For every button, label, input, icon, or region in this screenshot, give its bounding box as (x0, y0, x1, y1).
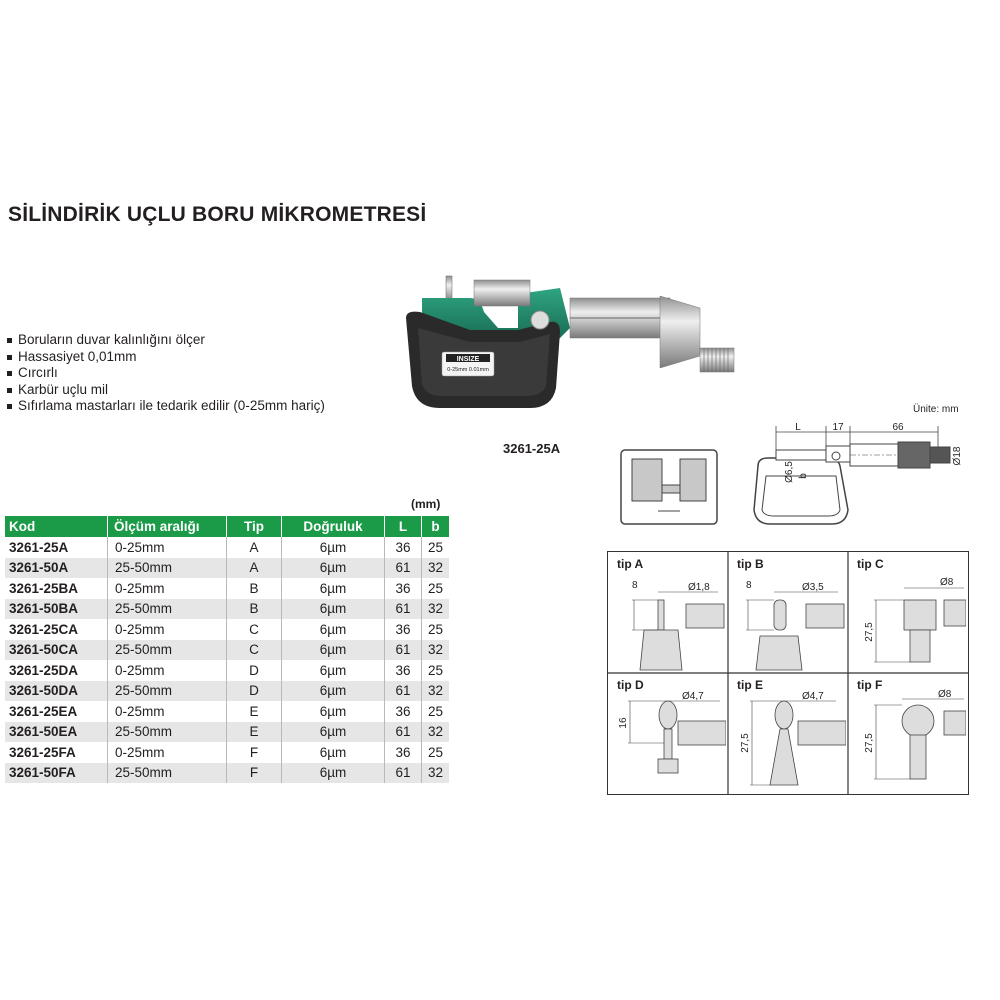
table-cell: 6µm (282, 660, 385, 681)
table-cell: 25-50mm (108, 599, 227, 620)
table-cell: A (227, 537, 282, 558)
feature-item: Karbür uçlu mil (6, 382, 325, 399)
dim-18: Ø18 (952, 446, 963, 466)
table-cell: 25-50mm (108, 763, 227, 784)
dim-66: 66 (892, 422, 904, 433)
frame-marking: 0-25mm 0.01mm (447, 367, 489, 373)
feature-item: Cırcırlı (6, 365, 325, 382)
table-row (5, 742, 449, 763)
tip-d-label: tip D (617, 678, 644, 692)
table-cell: 25 (427, 744, 444, 760)
feature-list (6, 332, 325, 415)
table-cell: 3261-50DA (5, 681, 108, 702)
unit-label: (mm) (411, 497, 441, 511)
tip-c-label: tip C (857, 557, 884, 571)
table-cell: 3261-25A (5, 537, 108, 558)
col-kod: Kod (5, 516, 108, 537)
feature-item: Sıfırlama mastarları ile tedarik edilir (0-25mm hariç) (6, 398, 325, 415)
table-row (5, 763, 449, 784)
table-cell: F (227, 742, 282, 763)
tip-a-cell (608, 552, 726, 672)
table-cell: D (227, 681, 282, 702)
table-cell: 3261-50FA (5, 763, 108, 784)
table-cell: 3261-50A (5, 558, 108, 579)
table-header-row (5, 516, 449, 537)
table-cell: 61 (385, 681, 422, 702)
table-cell: 36 (385, 660, 422, 681)
tip-c-cell (848, 552, 966, 672)
tip-c-dim-0: Ø8 (940, 577, 954, 588)
table-cell: 61 (385, 722, 422, 743)
col-tip: Tip (227, 516, 282, 537)
table-cell: 6µm (282, 742, 385, 763)
table-row (5, 701, 449, 722)
table-cell: 6µm (282, 681, 385, 702)
table-cell: B (227, 599, 282, 620)
table-cell: 61 (385, 763, 422, 784)
table-row (5, 558, 449, 579)
micrometer-photo (400, 268, 740, 413)
tip-b-label: tip B (737, 557, 764, 571)
tip-d-dim-1: 16 (618, 717, 629, 729)
tip-a-label: tip A (617, 557, 644, 571)
table-row (5, 640, 449, 661)
table-cell: 25 (427, 580, 444, 596)
table-cell: 6µm (282, 722, 385, 743)
table-cell: 32 (422, 681, 450, 702)
table-cell: 36 (385, 742, 422, 763)
tip-b-cell (728, 552, 846, 672)
tip-b-dim-0: 8 (746, 580, 752, 591)
tip-e-dim-1: 27,5 (740, 733, 751, 753)
tip-a-dim-0: 8 (632, 580, 638, 591)
table-cell: 3261-50CA (5, 640, 108, 661)
dim-17: 17 (832, 422, 844, 433)
table-body (5, 537, 449, 783)
col-dogruluk: Doğruluk (282, 516, 385, 537)
tip-grid (607, 551, 969, 795)
tip-f-label: tip F (857, 678, 883, 692)
table-cell: 6µm (282, 599, 385, 620)
table-cell: 32 (422, 722, 450, 743)
measurement-diagram (620, 449, 718, 525)
table-cell: E (227, 722, 282, 743)
table-cell: 6µm (282, 537, 385, 558)
table-cell: 0-25mm (108, 742, 227, 763)
table-cell: 61 (385, 558, 422, 579)
table-cell: 3261-50EA (5, 722, 108, 743)
frame-logo: INSIZE (456, 356, 480, 363)
tip-f-cell (848, 673, 966, 793)
table-cell: 25-50mm (108, 640, 227, 661)
table-cell: 3261-25BA (5, 578, 108, 599)
table-cell: A (227, 558, 282, 579)
table-row (5, 722, 449, 743)
table-cell: 25 (427, 539, 444, 555)
table-cell: 0-25mm (108, 701, 227, 722)
unit-note: Ünite: mm (913, 404, 959, 415)
feature-item: Boruların duvar kalınlığını ölçer (6, 332, 325, 349)
table-row (5, 578, 449, 599)
table-cell: 36 (385, 619, 422, 640)
table-row (5, 681, 449, 702)
col-b: b (422, 516, 450, 537)
feature-item: Hassasiyet 0,01mm (6, 349, 325, 366)
tip-f-dim-0: Ø8 (938, 689, 952, 700)
tip-b-dim-1: Ø3,5 (802, 582, 824, 593)
table-cell: 6µm (282, 701, 385, 722)
table-cell: 6µm (282, 640, 385, 661)
table-cell: 25-50mm (108, 722, 227, 743)
table-cell: 36 (385, 701, 422, 722)
table-cell: 32 (422, 640, 450, 661)
table-cell: 25 (427, 621, 444, 637)
table-cell: 0-25mm (108, 660, 227, 681)
table-cell: 25 (427, 662, 444, 678)
table-cell: 3261-25DA (5, 660, 108, 681)
table-cell: 36 (385, 537, 422, 558)
tip-a-dim-1: Ø1,8 (688, 582, 710, 593)
tip-c-dim-1: 27,5 (864, 622, 875, 642)
table-cell: F (227, 763, 282, 784)
tip-e-dim-0: Ø4,7 (802, 691, 824, 702)
dim-65: Ø6,5 (784, 461, 795, 483)
table-cell: 0-25mm (108, 537, 227, 558)
table-cell: 3261-25FA (5, 742, 108, 763)
table-cell: 61 (385, 599, 422, 620)
table-cell: 6µm (282, 763, 385, 784)
table-cell: 25-50mm (108, 558, 227, 579)
table-cell: 3261-50BA (5, 599, 108, 620)
table-cell: 25-50mm (108, 681, 227, 702)
table-cell: 25 (427, 703, 444, 719)
table-cell: 6µm (282, 578, 385, 599)
dim-b: b (798, 473, 809, 479)
table-cell: 3261-25CA (5, 619, 108, 640)
table-cell: 6µm (282, 558, 385, 579)
table-cell: 32 (422, 558, 450, 579)
tip-e-cell (728, 673, 846, 793)
table-cell: C (227, 640, 282, 661)
table-cell: 32 (422, 599, 450, 620)
col-olcum-araligi: Ölçüm aralığı (108, 516, 227, 537)
table-cell: 36 (385, 578, 422, 599)
table-cell: 61 (385, 640, 422, 661)
table-row (5, 619, 449, 640)
table-cell: 3261-25EA (5, 701, 108, 722)
table-cell: D (227, 660, 282, 681)
page-title: SİLİNDİRİK UÇLU BORU MİKROMETRESİ (8, 203, 427, 226)
table-cell: C (227, 619, 282, 640)
table-row (5, 660, 449, 681)
dimension-drawing (748, 420, 970, 530)
spec-table (5, 516, 449, 783)
tip-d-cell (608, 673, 726, 793)
table-row (5, 537, 449, 558)
model-label: 3261-25A (503, 441, 561, 456)
tip-d-dim-0: Ø4,7 (682, 691, 704, 702)
table-cell: 6µm (282, 619, 385, 640)
tip-e-label: tip E (737, 678, 763, 692)
dim-L: L (795, 422, 801, 433)
table-cell: E (227, 701, 282, 722)
table-cell: B (227, 578, 282, 599)
col-L: L (385, 516, 422, 537)
tip-f-dim-1: 27,5 (864, 733, 875, 753)
table-cell: 0-25mm (108, 578, 227, 599)
table-cell: 0-25mm (108, 619, 227, 640)
table-cell: 32 (422, 763, 450, 784)
table-row (5, 599, 449, 620)
